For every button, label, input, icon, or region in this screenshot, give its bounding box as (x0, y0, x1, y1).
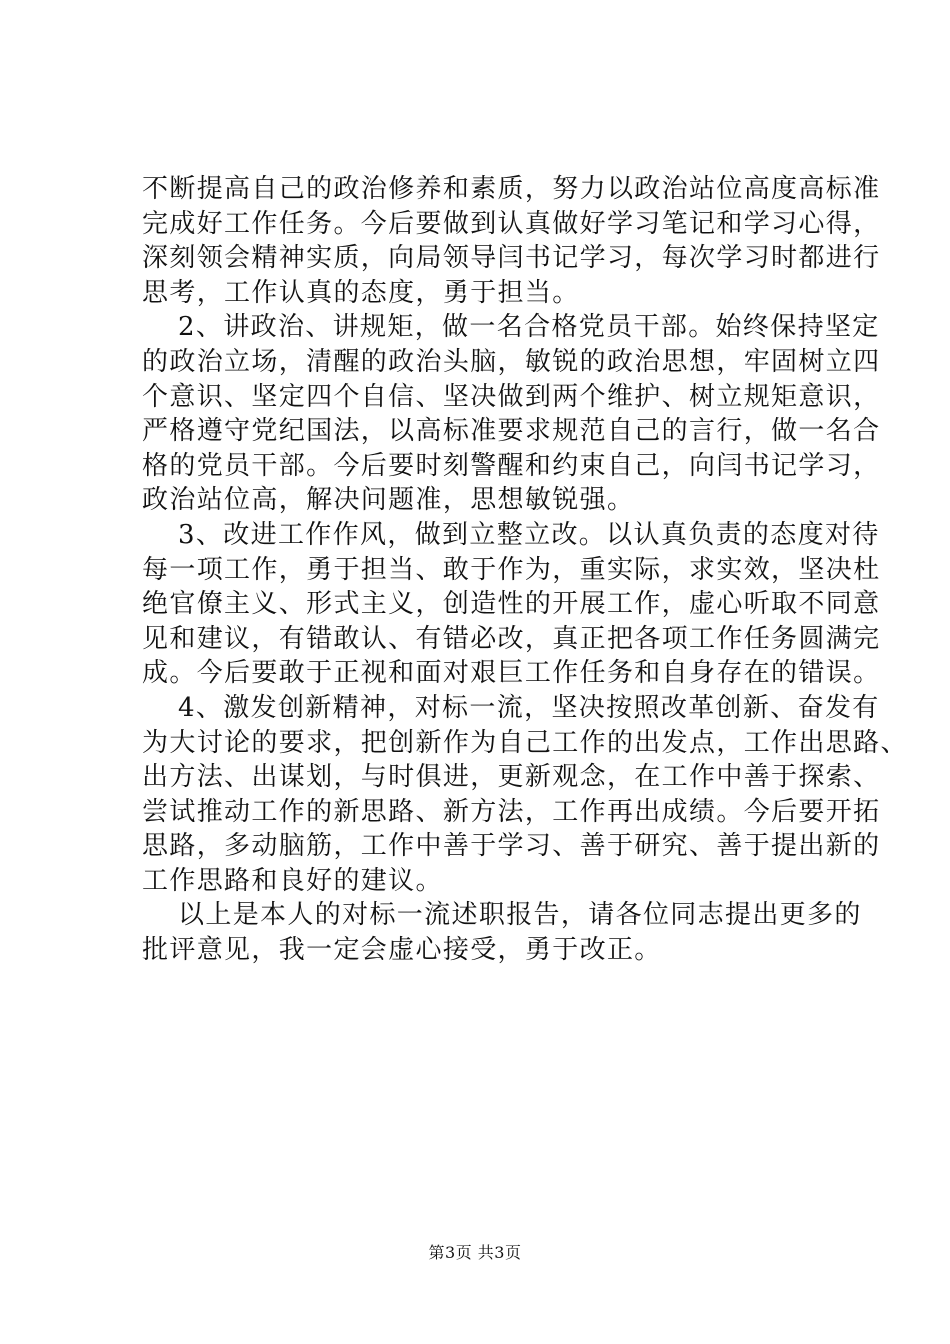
text-line: 成。今后要敢于正视和面对艰巨工作任务和自身存在的错误。 (142, 658, 881, 689)
text-line: 工作思路和良好的建议。 (142, 865, 443, 896)
text-line: 思路，多动脑筋，工作中善于学习、善于研究、善于提出新的 (142, 831, 881, 862)
text-line: 批评意见，我一定会虚心接受，勇于改正。 (142, 935, 662, 966)
text-line: 以上是本人的对标一流述职报告，请各位同志提出更多的 (178, 900, 862, 931)
document-body (142, 172, 908, 968)
text-line: 深刻领会精神实质，向局领导闫书记学习，每次学习时都进行 (142, 243, 881, 274)
text-line: 完成好工作任务。今后要做到认真做好学习笔记和学习心得， (142, 208, 881, 239)
text-line: 的政治立场，清醒的政治头脑，敏锐的政治思想，牢固树立四 (142, 346, 881, 377)
text-line: 4、激发创新精神，对标一流，坚决按照改革创新、奋发有 (178, 692, 880, 723)
text-line: 绝官僚主义、形式主义，创造性的开展工作，虚心听取不同意 (142, 589, 881, 620)
text-line: 政治站位高，解决问题准，思想敏锐强。 (142, 485, 635, 516)
text-line: 格的党员干部。今后要时刻警醒和约束自己，向闫书记学习， (142, 450, 881, 481)
text-line: 尝试推动工作的新思路、新方法，工作再出成绩。今后要开拓 (142, 796, 881, 827)
text-line: 2、讲政治、讲规矩，做一名合格党员干部。始终保持坚定 (178, 312, 880, 343)
text-line: 不断提高自己的政治修养和素质，努力以政治站位高度高标准 (142, 174, 881, 204)
text-line: 严格遵守党纪国法，以高标准要求规范自己的言行，做一名合 (142, 416, 881, 447)
text-line: 见和建议，有错敢认、有错必改，真正把各项工作任务圆满完 (142, 623, 881, 654)
text-line: 为大讨论的要求，把创新作为自己工作的出发点，工作出思路、 (142, 727, 908, 758)
text-line: 每一项工作，勇于担当、敢于作为，重实际，求实效，坚决杜 (142, 554, 881, 585)
text-line: 思考，工作认真的态度，勇于担当。 (142, 277, 580, 308)
text-line: 3、改进工作作风，做到立整立改。以认真负责的态度对待 (178, 519, 880, 550)
text-line: 出方法、出谋划，与时俱进，更新观念，在工作中善于探索、 (142, 762, 881, 793)
text-line: 个意识、坚定四个自信、坚决做到两个维护、树立规矩意识， (142, 381, 881, 412)
page-footer: 第3页 共3页 (428, 1243, 522, 1262)
